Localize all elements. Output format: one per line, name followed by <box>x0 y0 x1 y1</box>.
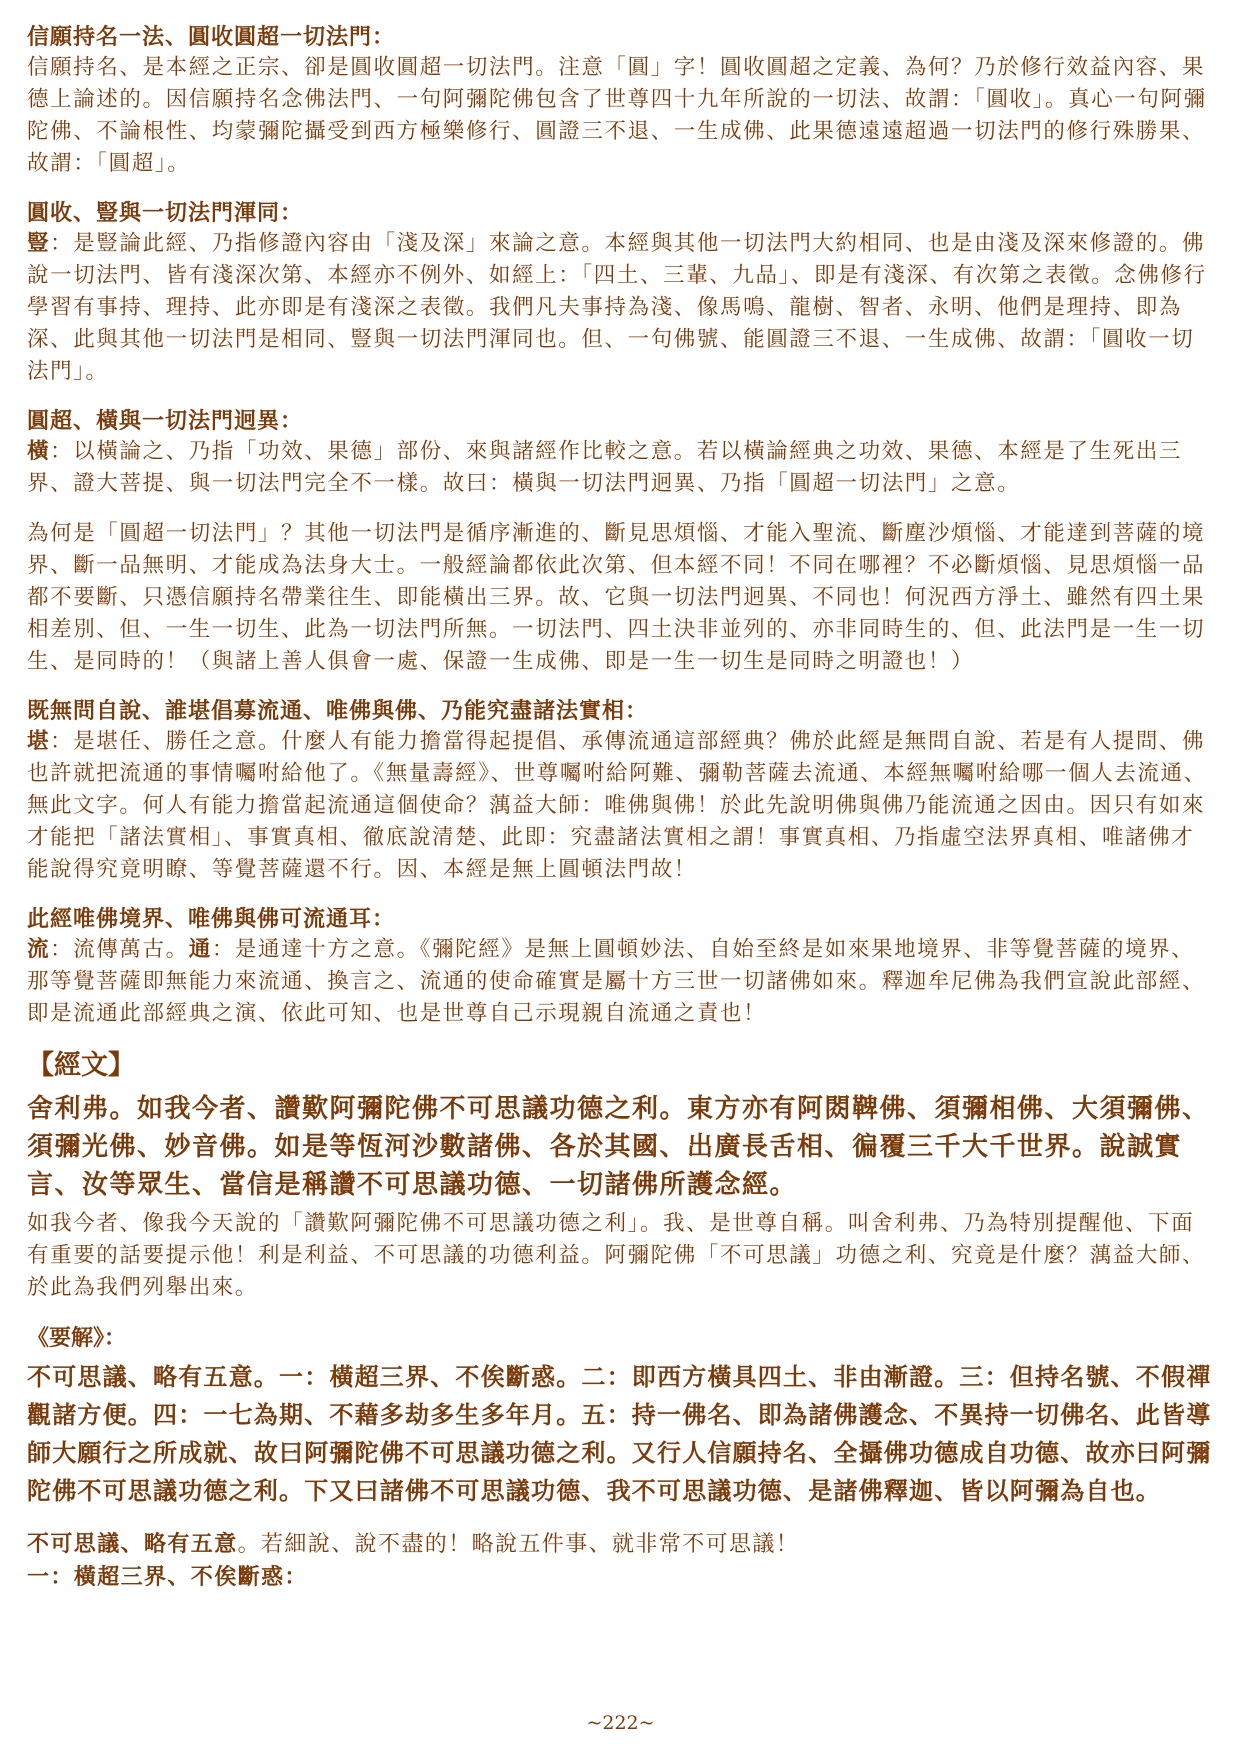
term-label: 豎 <box>27 231 51 256</box>
section-body: 為何是「圓超一切法門」？其他一切法門是循序漸進的、斷見思煩惱、才能入聖流、斷塵沙煩惱、才能達到菩薩的境界、斷一品無明、才能成為法身大士。一般經論都依此次第、但本經不同！不同在哪裡？不必斷煩惱、見思煩惱一品都不要斷、只憑信願持名帶業往生、即能橫出三界。故、它與一切法門迥異、不同也！何況西方淨土、雖然有四土果相差別、但、一生一切生、此為一切法門所無。一切法門、四土決非並列的、亦非同時生的、但、此法門是一生一切生、是同時的！（與諸上善人俱會一處、保證一生成佛、即是一生一切生是同時之明證也！） <box>27 521 1206 674</box>
term-definition: ：是堪任、勝任之意。什麼人有能力擔當得起提倡、承傳流通這部經典？佛於此經是無問自說、若是有人提問、佛也許就把流通的事情囑咐給他了。《無量壽經》、世尊囑咐給阿難、彌勒菩薩去流通、本經無囑咐給哪一個人去流通、無此文字。何人有能力擔當起流通這個使命？蕅益大師：唯佛與佛！於此先說明佛與佛乃能流通之因由。因只有如來才能把「諸法實相」、事實真相、徹底說清楚、此即：究盡諸法實相之謂！事實真相、乃指虛空法界真相、唯諸佛才能說得究竟明瞭、等覺菩薩還不行。因、本經是無上圓頓法門故！ <box>27 729 1207 882</box>
section-body <box>27 436 1217 500</box>
yaojie-title: 《要解》： <box>27 1325 127 1351</box>
sutra-title: 【經文】 <box>27 1050 135 1081</box>
section-heading: 此經唯佛境界、唯佛與佛可流通耳： <box>27 906 396 932</box>
term-label: 橫 <box>27 439 51 464</box>
section-6 <box>27 904 1217 1030</box>
sutra-commentary: 如我今者、像我今天說的「讚歎阿彌陀佛不可思議功德之利」。我、是世尊自稱。叫舍利弗、乃為特別提醒他、下面有重要的話要提示他！利是利益、不可思議的功德利益。阿彌陀佛「不可思議」功德之利、究竟是什麼？蕅益大師、於此為我們列舉出來。 <box>27 1211 1206 1300</box>
closing-line <box>27 1528 1217 1561</box>
closing-subheading <box>27 1561 1217 1594</box>
sutra-section <box>27 1048 1217 1304</box>
section-heading: 圓超、橫與一切法門迥異： <box>27 408 304 434</box>
section-body <box>27 726 1217 886</box>
term-definition: ：是豎論此經、乃指修證內容由「淺及深」來論之意。本經與其他一切法門大約相同、也是由淺及深來修證的。佛說一切法門、皆有淺深次第、本經亦不例外、如經上：「四土、三輩、九品」、即是有淺深、有次第之表徵。念佛修行學習有事持、理持、此亦即是有淺深之表徵。我們凡夫事持為淺、像馬鳴、龍樹、智者、永明、他們是理持、即為深、此與其他一切法門是相同、豎與一切法門渾同也。但、一句佛號、能圓證三不退、一生成佛、故謂：「圓收一切法門」。 <box>27 231 1207 384</box>
closing-section <box>27 1528 1217 1594</box>
section-body <box>27 934 1217 1030</box>
section-body: 信願持名、是本經之正宗、卻是圓收圓超一切法門。注意「圓」字！圓收圓超之定義、為何？乃於修行效益內容、果德上論述的。因信願持名念佛法門、一句阿彌陀佛包含了世尊四十九年所說的一切法、故謂：「圓收」。真心一句阿彌陀佛、不論根性、均蒙彌陀攝受到西方極樂修行、圓證三不退、一生成佛、此果德遠遠超過一切法門的修行殊勝果、故謂：「圓超」。 <box>27 55 1207 176</box>
section-3 <box>27 406 1217 500</box>
section-heading: 信願持名一法、圓收圓超一切法門： <box>27 24 396 50</box>
term-label: 堪 <box>27 729 51 754</box>
term-definition: ：流傳萬古。 <box>50 937 189 962</box>
section-4 <box>27 518 1217 678</box>
section-1 <box>27 22 1217 180</box>
closing-line2: 一：橫超三界、不俟斷惑： <box>27 1564 308 1590</box>
section-5 <box>27 696 1217 886</box>
page-number: ~222~ <box>586 1712 655 1734</box>
sutra-text: 舍利弗。如我今者、讚歎阿彌陀佛不可思議功德之利。東方亦有阿閦鞞佛、須彌相佛、大須彌佛、須彌光佛、妙音佛。如是等恆河沙數諸佛、各於其國、出廣長舌相、徧覆三千大千世界。說誠實言、汝等眾生、當信是稱讚不可思議功德、一切諸佛所護念經。 <box>27 1094 1210 1200</box>
yaojie-text: 不可思議、略有五意。一：橫超三界、不俟斷惑。二：即西方橫具四土、非由漸證。三：但持名號、不假禪觀諸方便。四：一七為期、不藉多劫多生多年月。五：持一佛名、即為諸佛護念、不異持一切佛名、此皆導師大願行之所成就、故曰阿彌陀佛不可思議功德之利。又行人信願持名、全攝佛功德成自功德、故亦曰阿彌陀佛不可思議功德之利。下又曰諸佛不可思議功德、我不可思議功德、是諸佛釋迦、皆以阿彌為自也。 <box>27 1362 1212 1505</box>
section-heading: 圓收、豎與一切法門渾同： <box>27 200 304 226</box>
term-label: 流 <box>27 937 51 962</box>
term-definition: ：以橫論之、乃指「功效、果德」部份、來與諸經作比較之意。若以橫論經典之功效、果德、本經是了生死出三界、證大菩提、與一切法門完全不一樣。故曰：橫與一切法門迥異、乃指「圓超一切法門」之意。 <box>27 439 1183 496</box>
term-definition: ：是通達十方之意。《彌陀經》是無上圓頓妙法、自始至終是如來果地境界、非等覺菩薩的境界、那等覺菩薩即無能力來流通、換言之、流通的使命確實是屬十方三世一切諸佛如來。釋迦牟尼佛為我們宣說此部經、即是流通此部經典之演、依此可知、也是世尊自己示現親自流通之責也！ <box>27 937 1206 1026</box>
closing-bold: 不可思議、略有五意 <box>27 1531 238 1557</box>
closing-rest: 。若細說、說不盡的！略說五件事、就非常不可思議！ <box>237 1532 800 1557</box>
page-content <box>27 22 1217 1594</box>
yaojie-section <box>27 1322 1217 1510</box>
section-2 <box>27 198 1217 388</box>
section-body <box>27 228 1217 388</box>
section-heading: 既無問自說、誰堪倡募流通、唯佛與佛、乃能究盡諸法實相： <box>27 698 649 724</box>
term-label: 通 <box>188 937 212 962</box>
